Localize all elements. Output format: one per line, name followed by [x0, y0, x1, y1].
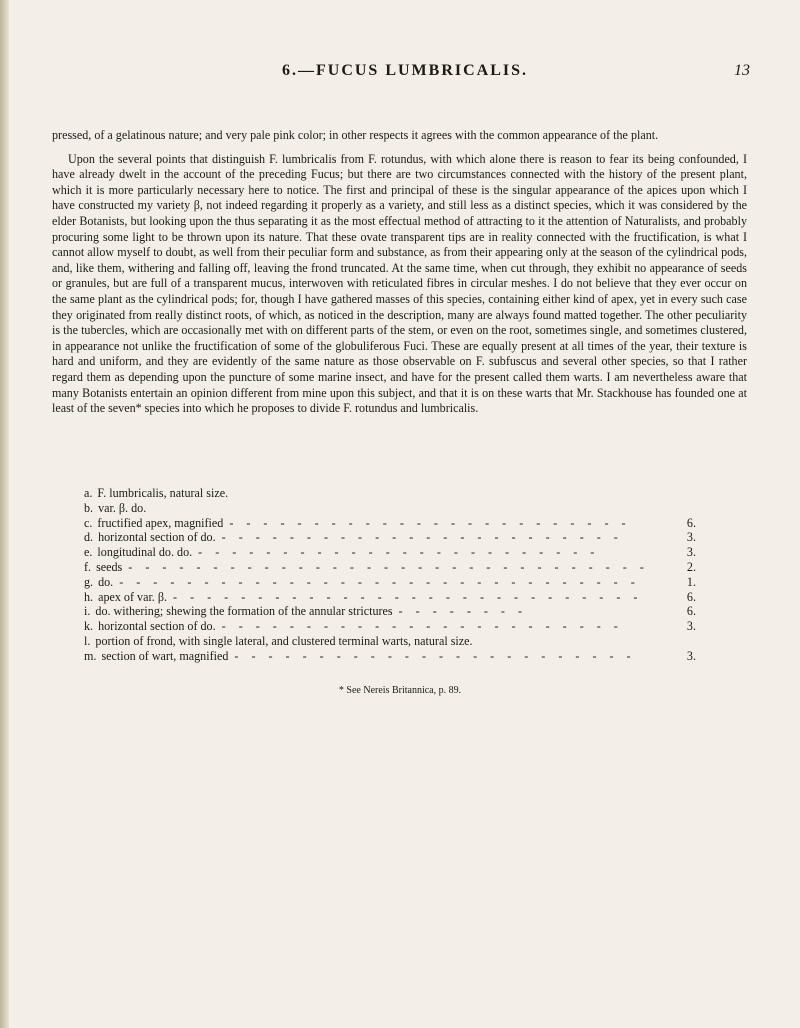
dot-leader: - - - - - - - - - - - - - - - - - - - - - - - - [198, 545, 600, 560]
dot-leader: - - - - - - - - - - - - - - - - - - - - - - - - [221, 530, 623, 545]
plate-letter: h. [84, 589, 94, 604]
plate-row [84, 649, 696, 664]
plate-magnification: 3. [686, 619, 696, 634]
dot-leader: - - - - - - - - - - - - - - - - - - - - - - - - - - - - - - - [119, 574, 640, 589]
page-number: 13 [734, 62, 750, 79]
plate-row [84, 530, 696, 545]
paragraph-continuation: pressed, of a gelatinous nature; and very pale pink color; in other respects it agrees with the common appearance of the plant. [52, 128, 659, 142]
paragraph-main: Upon the several points that distinguish F. lumbricalis from F. rotundus, with which alone there is reason to fear its being confounded, I have already dwelt in the account of the preceding Fucus; but there are two circumstances connected with the history of the present plant, which it is more particularly necessary here to notice. The first and principal of these is the singular appearance of the apices upon which I have constructed my variety β, not indeed regarding it properly as a variety, and still less as a distinct species, which it was considered by the elder Botanists, but looking upon the thus separating it as the most effectual method of attracting to it the attention of Naturalists, and probably procuring some light to be thrown upon its nature. That these ovate transparent tips are in reality connected with the fructification, is what I cannot allow myself to doubt, as well from their peculiar form and substance, as from their appearing only at the season of the cylindrical pods, and, like them, withering and falling off, leaving the frond truncated. At the same time, when cut through, they exhibit no appearance of seeds or granules, but are full of a transparent mucus, interwoven with reticulated fibres in circular meshes. I do not believe that they ever occur on the same plant as the cylindrical pods; for, though I have gathered masses of this species, containing either kind of apex, yet in every such case they originated from really distinct roots, of which, as noticed in the description, many are always found matted together. The other peculiarity is the tubercles, which are occasionally met with on different parts of the stem, or even on the root, sometimes single, and sometimes clustered, in appearance not unlike the fructification of some of the globuliferous Fuci. These are equally present at all times of the year, their texture is hard and uniform, and they are evidently of the same nature as those observable on F. subfuscus and several other species, so that I rather regard them as depending upon the puncture of some marine insect, and have for the present called them warts. I am nevertheless aware that many Botanists entertain an opinion different from mine upon this subject, and that it is on these warts that Mr. Stackhouse has founded one at least of the seven* species into which he proposes to divide F. rotundus and lumbricalis. [52, 151, 747, 416]
running-title: 6.—FUCUS LUMBRICALIS. [281, 62, 529, 79]
plate-letter: d. [84, 530, 94, 545]
plate-letter: a. [84, 486, 93, 500]
plate-letter: m. [84, 648, 97, 663]
plate-row [84, 634, 696, 649]
plate-description: do. [98, 574, 114, 589]
plate-letter: f. [84, 559, 92, 574]
plate-row [84, 619, 696, 634]
plate-letter: g. [84, 574, 94, 589]
plate-row [84, 604, 696, 619]
plate-letter: i. [84, 604, 91, 619]
plate-row [84, 575, 696, 590]
plate-magnification: 3. [686, 545, 696, 560]
dot-leader: - - - - - - - - - - - - - - - - - - - - - - - - - - - - [173, 589, 643, 604]
plate-description: F. lumbricalis, natural size. [97, 486, 229, 500]
plate-magnification: 6. [686, 515, 696, 530]
plate-magnification: 6. [686, 604, 696, 619]
plate-description: horizontal section of do. [98, 530, 216, 545]
plate-row [84, 545, 696, 560]
dot-leader: - - - - - - - - - - - - - - - - - - - - - - - - [234, 648, 636, 663]
plate-row [84, 516, 696, 531]
plate-description: horizontal section of do. [98, 619, 216, 634]
plate-magnification: 6. [686, 589, 696, 604]
plate-row [84, 560, 696, 575]
dot-leader: - - - - - - - - [398, 604, 528, 619]
plate-description: apex of var. β. [98, 589, 168, 604]
plate-description: seeds [96, 559, 123, 574]
dot-leader: - - - - - - - - - - - - - - - - - - - - - - - - [221, 619, 623, 634]
plate-magnification: 3. [686, 530, 696, 545]
plate-description: portion of frond, with single lateral, and clustered terminal warts, natural size. [95, 633, 473, 648]
plate-letter: k. [84, 619, 94, 634]
plate-explanation [84, 486, 696, 664]
plate-description: section of wart, magnified [101, 648, 229, 663]
plate-letter: c. [84, 515, 93, 530]
plate-description: var. β. do. [98, 500, 147, 515]
footnote: * See Nereis Britannica, p. 89. [338, 685, 462, 696]
plate-row [84, 501, 696, 516]
plate-row [84, 590, 696, 605]
page-binding-edge [0, 0, 9, 1028]
plate-description: fructified apex, magnified [97, 515, 224, 530]
plate-description: do. withering; shewing the formation of the annular strictures [95, 604, 393, 619]
dot-leader: - - - - - - - - - - - - - - - - - - - - - - - - [229, 515, 631, 530]
plate-magnification: 3. [686, 648, 696, 663]
body-text [52, 128, 747, 425]
plate-description: longitudinal do. do. [97, 545, 193, 560]
plate-magnification: 1. [686, 574, 696, 589]
plate-letter: b. [84, 500, 94, 515]
plate-letter: l. [84, 633, 91, 648]
plate-row [84, 486, 696, 501]
plate-letter: e. [84, 545, 93, 560]
plate-magnification: 2. [686, 559, 696, 574]
page-header [60, 62, 750, 88]
dot-leader: - - - - - - - - - - - - - - - - - - - - - - - - - - - - - - - [128, 559, 649, 574]
